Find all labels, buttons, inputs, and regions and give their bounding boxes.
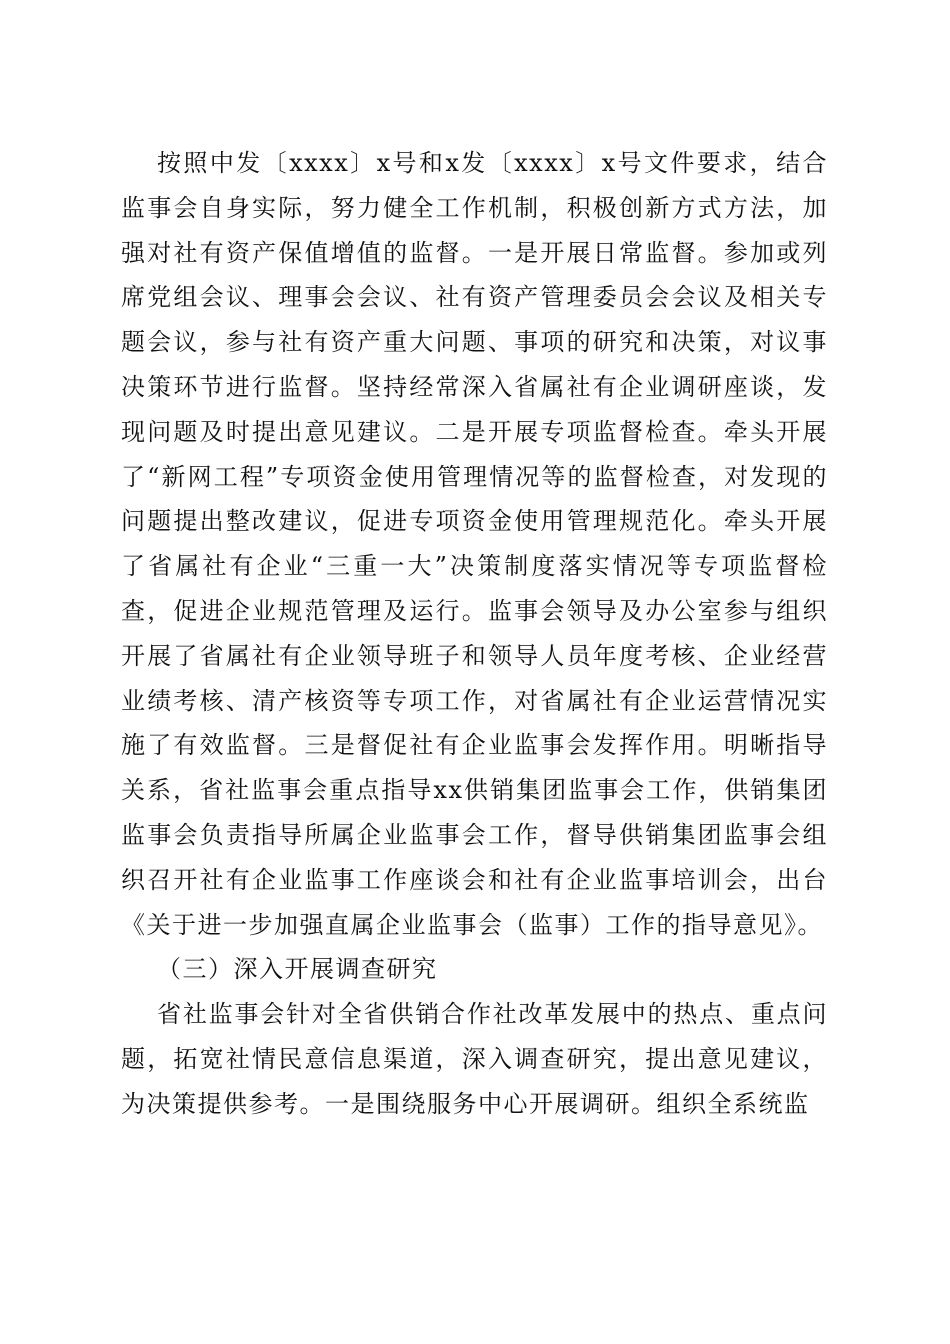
- section-heading-research: （三）深入开展调查研究: [157, 955, 438, 984]
- body-paragraph-research: 省社监事会针对全省供销合作社改革发展中的热点、重点问题，拓宽社情民意信息渠道，深入调查研究，提出意见建议，为决策提供参考。一是围绕服务中心开展调研。组织全系统监: [121, 1000, 828, 1118]
- document-body: [121, 141, 828, 1127]
- body-paragraph-supervision: 按照中发〔xxxx〕x号和x发〔xxxx〕x号文件要求，结合监事会自身实际，努力健全工作机制，积极创新方式方法，加强对社有资产保值增值的监督。一是开展日常监督。参加或列席党组会议、理事会会议、社有资产管理委员会会议及相关专题会议，参与社有资产重大问题、事项的研究和决策，对议事决策环节进行监督。坚持经常深入省属社有企业调研座谈，发现问题及时提出意见建议。二是开展专项监督检查。牵头开展了“新网工程”专项资金使用管理情况等的监督检查，对发现的问题提出整改建议，促进专项资金使用管理规范化。牵头开展了省属社有企业“三重一大”决策制度落实情况等专项监督检查，促进企业规范管理及运行。监事会领导及办公室参与组织开展了省属社有企业领导班子和领导人员年度考核、企业经营业绩考核、清产核资等专项工作，对省属社有企业运营情况实施了有效监督。三是督促社有企业监事会发挥作用。明晰指导关系，省社监事会重点指导xx供销集团监事会工作，供销集团监事会负责指导所属企业监事会工作，督导供销集团监事会组织召开社有企业监事工作座谈会和社有企业监事培训会，出台《关于进一步加强直属企业监事会（监事）工作的指导意见》。: [121, 149, 828, 939]
